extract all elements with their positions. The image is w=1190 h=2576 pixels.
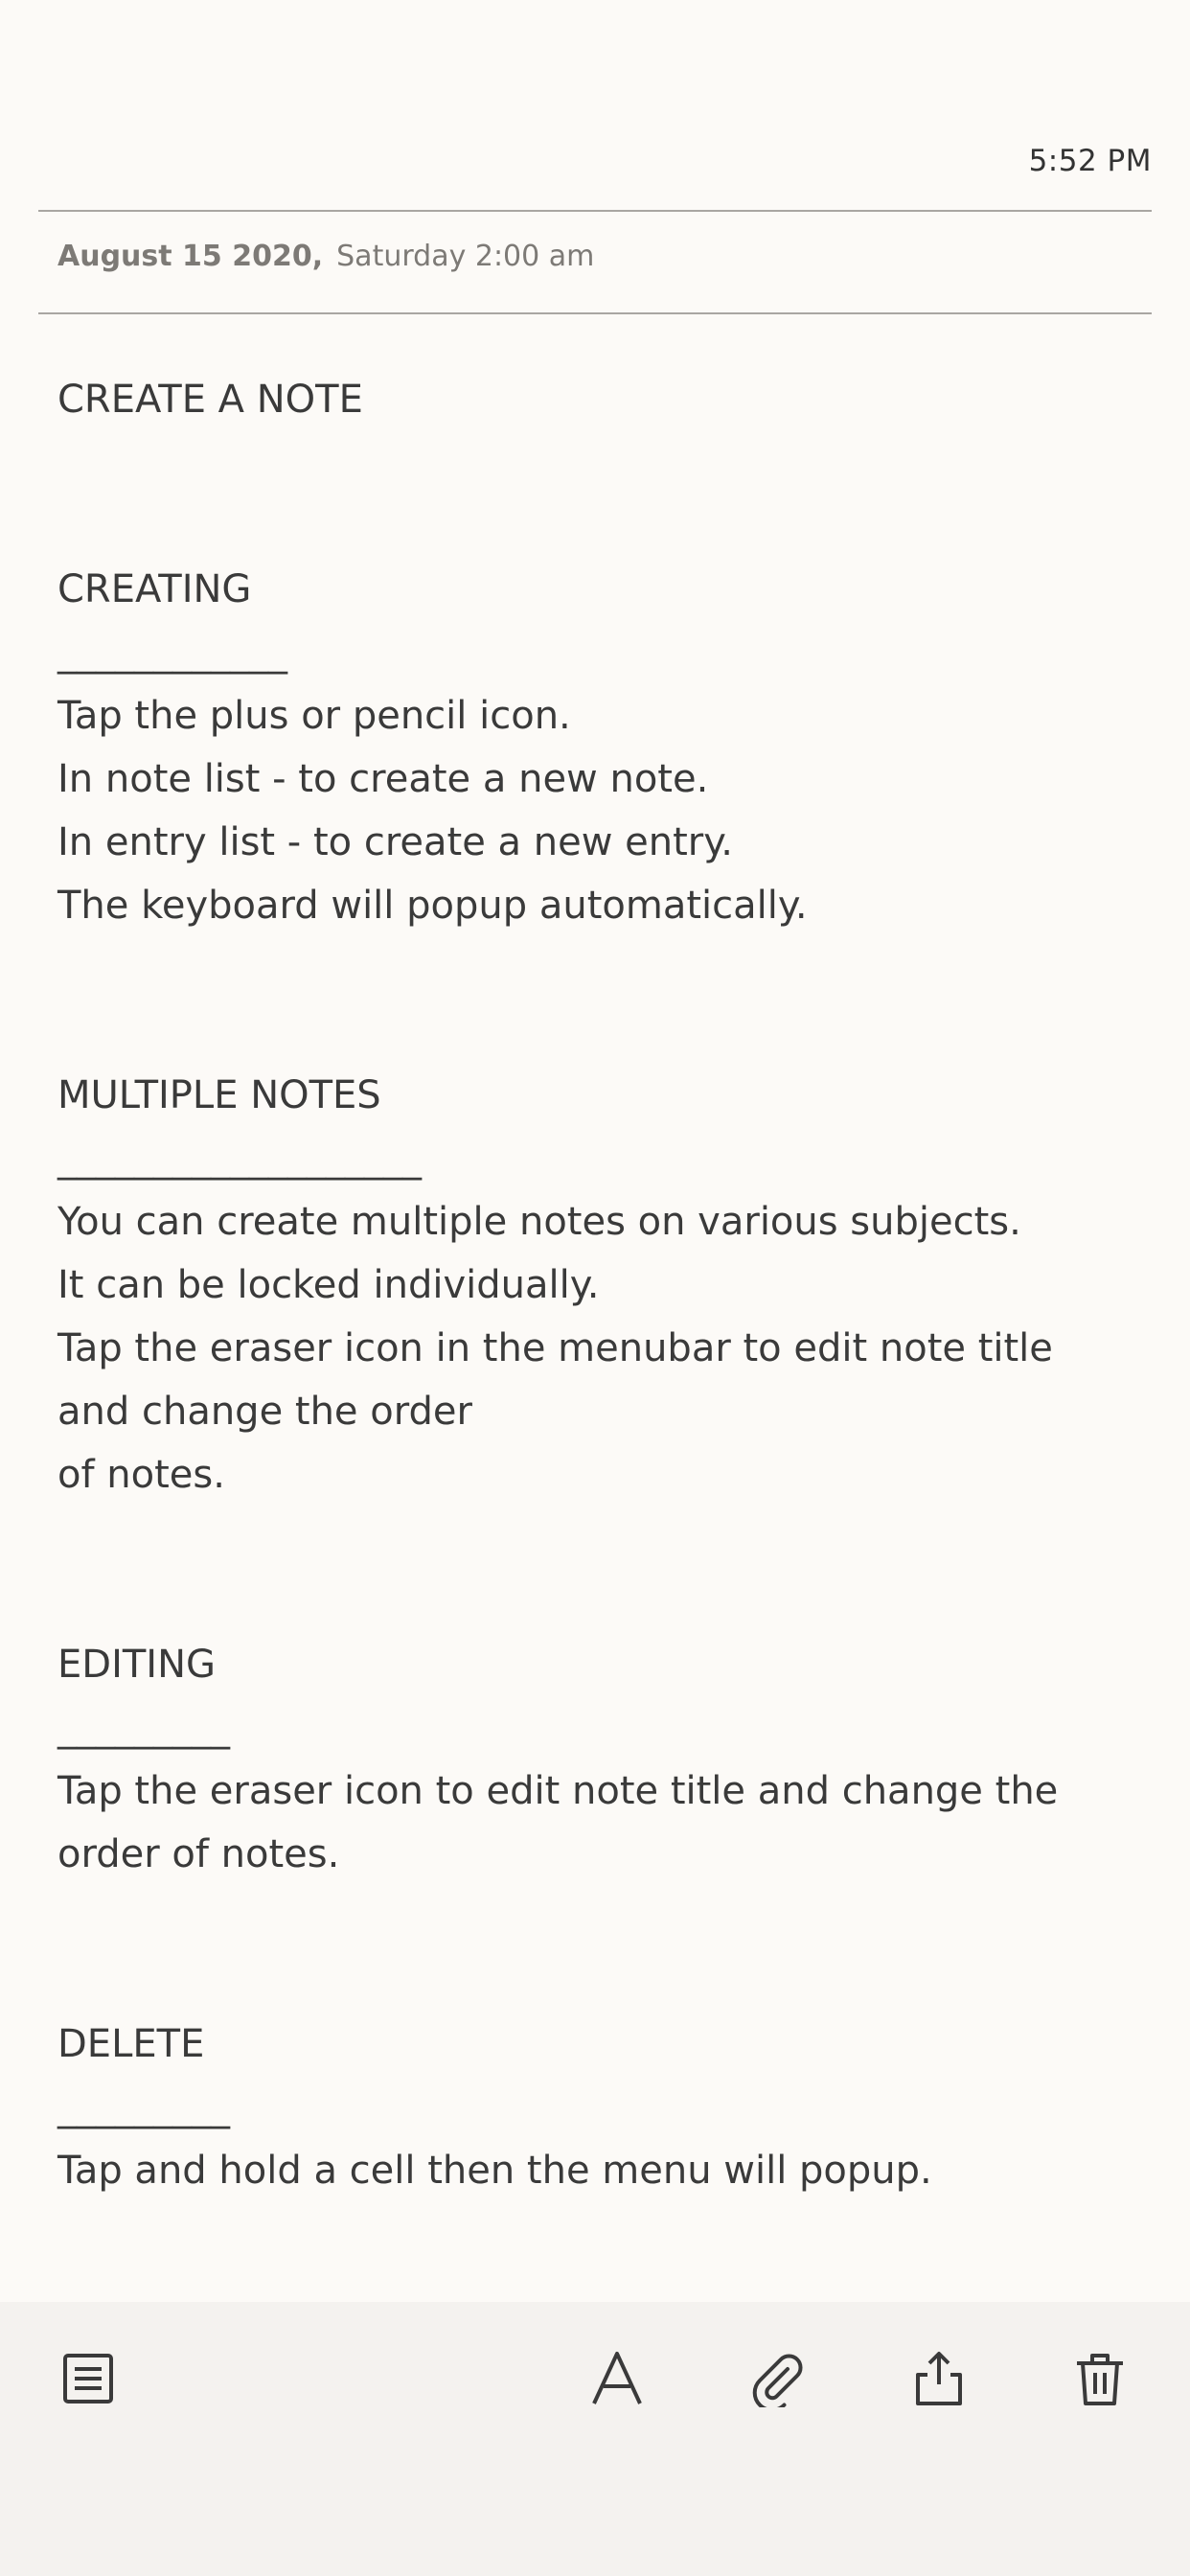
bottom-divider (38, 312, 1152, 314)
entry-date-row (57, 240, 594, 273)
note-line: Tap the eraser icon to edit note title and change the (57, 1769, 1059, 1813)
note-line: In entry list - to create a new entry. (57, 820, 733, 864)
blank-line (57, 1949, 1133, 2012)
note-line: order of notes. (57, 1832, 340, 1876)
note-line: Tap and hold a cell then the menu will popup. (57, 2149, 932, 2193)
note-line: MULTIPLE NOTES (57, 1073, 381, 1117)
blank-line (57, 1570, 1133, 1633)
paperclip-icon[interactable] (744, 2344, 812, 2413)
note-line: CREATE A NOTE (57, 378, 363, 422)
note-line: Tap the plus or pencil icon. (57, 694, 571, 738)
font-icon[interactable] (583, 2344, 652, 2413)
share-icon[interactable] (904, 2344, 973, 2413)
note-body[interactable] (57, 368, 1133, 2202)
note-line: In note list - to create a new note. (57, 757, 709, 801)
bottom-toolbar (0, 2302, 1190, 2576)
entry-day-time: Saturday 2:00 am (336, 240, 595, 273)
note-line: Tap the eraser icon in the menubar to edit note title (57, 1326, 1053, 1370)
status-time: 5:52 PM (1028, 144, 1152, 178)
note-line: The keyboard will popup automatically. (57, 884, 808, 928)
blank-line (57, 431, 1133, 494)
note-line: and change the order (57, 1390, 472, 1434)
note-line: ____________ (57, 631, 287, 675)
notes-list-icon[interactable] (54, 2344, 123, 2413)
top-divider (38, 210, 1152, 212)
note-line: ___________________ (57, 1137, 422, 1181)
note-line: EDITING (57, 1643, 217, 1687)
note-line: _________ (57, 1706, 230, 1750)
note-line: DELETE (57, 2022, 205, 2066)
note-line: CREATING (57, 567, 252, 611)
blank-line (57, 1000, 1133, 1064)
entry-date: August 15 2020, (57, 240, 324, 273)
blank-line (57, 937, 1133, 1000)
blank-line (57, 1886, 1133, 1949)
trash-icon[interactable] (1065, 2344, 1134, 2413)
blank-line (57, 494, 1133, 558)
note-line: _________ (57, 2085, 230, 2129)
note-line: It can be locked individually. (57, 1263, 600, 1307)
note-line: of notes. (57, 1453, 225, 1497)
note-line: You can create multiple notes on various subjects. (57, 1200, 1021, 1244)
blank-line (57, 1506, 1133, 1570)
